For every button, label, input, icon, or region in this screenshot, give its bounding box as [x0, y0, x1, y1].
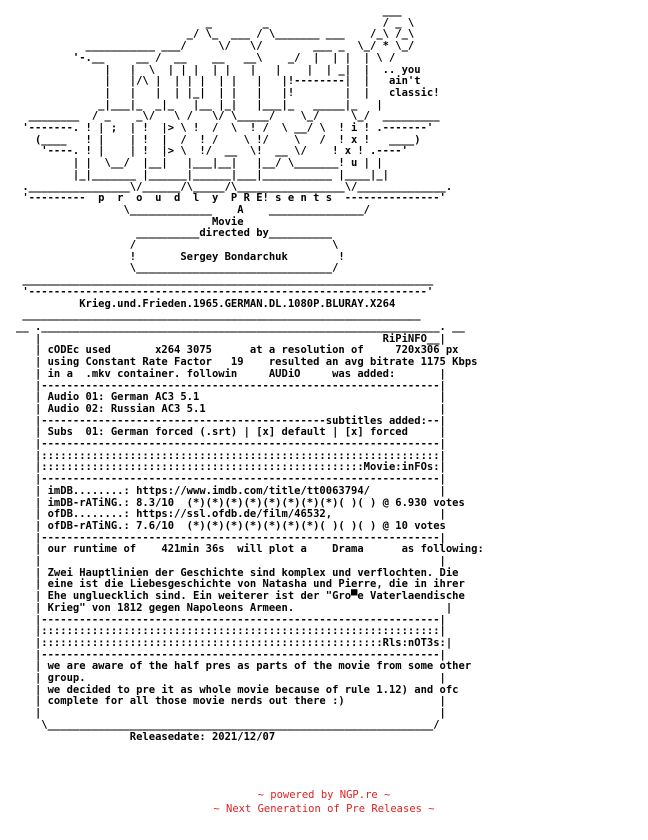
powered-by-line: ~ powered by NGP.re ~ — [257, 789, 391, 801]
nfo-text: ___ _ _ / _ \ _/ \_ ___ / \_______ ___ /_\ /_\ ___________ ___/ \/ \/ ___ _ \_/ * \_/ '-.__ __ / __ __ __\ _/ | | | | \ / | | \ | | | | | | | | | _| | .. you | |/\ | | | | | | | |!--------| | ain't | | | | |_| | | | |! | | classic! _|___|_ _|_ |__ |_| |___|_ _____|_ | ________ / _ _\/ \ / \/ \_____/ \_/ \_/ _________ '-------. ! | ; | ! |> \ ! / \ ! / \ __/ \ ! i ! .-------' (____ ! | | ! | / ! / \ !/ \ / ! x ! ____) '----. ! | | ! |> \ !/ __ \! __ \/ ! x ! .----' | | \__/ |__| |___|__| |__/ \_______! u | | |_|_______ |______|______|___|___________ |____|_| .________________\/______/\_____/\_________________\/______________. '--------- p r o u d l y P R E! s e n t s ---------------' \_____________ A _______________/ Movie __________directed by__________ / \ ! Sergey Bondarchuk ! \_______________________________/ _________________________________________________________________ '---------------------------------------------------------------' Krieg.und.Frieden.1965.GERMAN.DL.1080P.BLURAY.X264 _______________________________________________________________ __ ._______________________________________________________________. __ | RiPiNFO__| | cODEc used x264 3075 at a resolution of 720x306 px | using Constant Rate Factor 19 resulted an avg bitrate 1175 Kbps | in a .mkv container. followin AUDiO was added: | |---------------------------------------------------------------| | Audio 01: German AC3 5.1 | | Audio 02: Russian AC3 5.1 | |---------------------------------------------subtitles added:--| | Subs 01: German forced (.srt) | [x] default | [x] forced | |---------------------------------------------------------------| |:::::::::::::::::::::::::::::::::::::::::::::::::::::::::::::::| |:::::::::::::::::::::::::::::::::::::::::::::::::::Movie:inFOs:| |---------------------------------------------------------------| | imDB........: https://www.imdb.com/title/tt0063794/ | | imDB-rATiNG.: 8.3/10 (*)(*)(*)(*)(*)(*)(*)(*)( )( ) @ 6.930 votes | ofDB........: https://ssl.ofdb.de/film/46532, | | ofDB-rATiNG.: 7.6/10 (*)(*)(*)(*)(*)(*)(*)( )( )( ) @ 10 votes |---------------------------------------------------------------| | our runtime of 421min 36s will plot a Drama as following: | | | Zwei Hauptlinien der Geschichte sind komplex und verflochten. Die | eine ist die Liebesgeschichte von Natasha und Pierre, die in ihrer | Ehe ungluecklich sind. Ein weiterer ist der "Gro▀e Vaterlaendische | Krieg" von 1812 gegen Napoleons Armeen. | |---------------------------------------------------------------| |:::::::::::::::::::::::::::::::::::::::::::::::::::::::::::::::| |::::::::::::::::::::::::::::::::::::::::::::::::::::::Rls:nOT3s:| |---------------------------------------------------------------| | we are aware of the half pres as parts of the movie from some other | group. | | we decided to pre it as whole movie because of rule 1.12) and ofc | complete for all those movie nerds out there :) | | | \_____________________________________________________________/ Releasedate: 2021/12/07 — [16, 5, 484, 743]
tagline-line: ~ Next Generation of Pre Releases ~ — [213, 803, 435, 815]
